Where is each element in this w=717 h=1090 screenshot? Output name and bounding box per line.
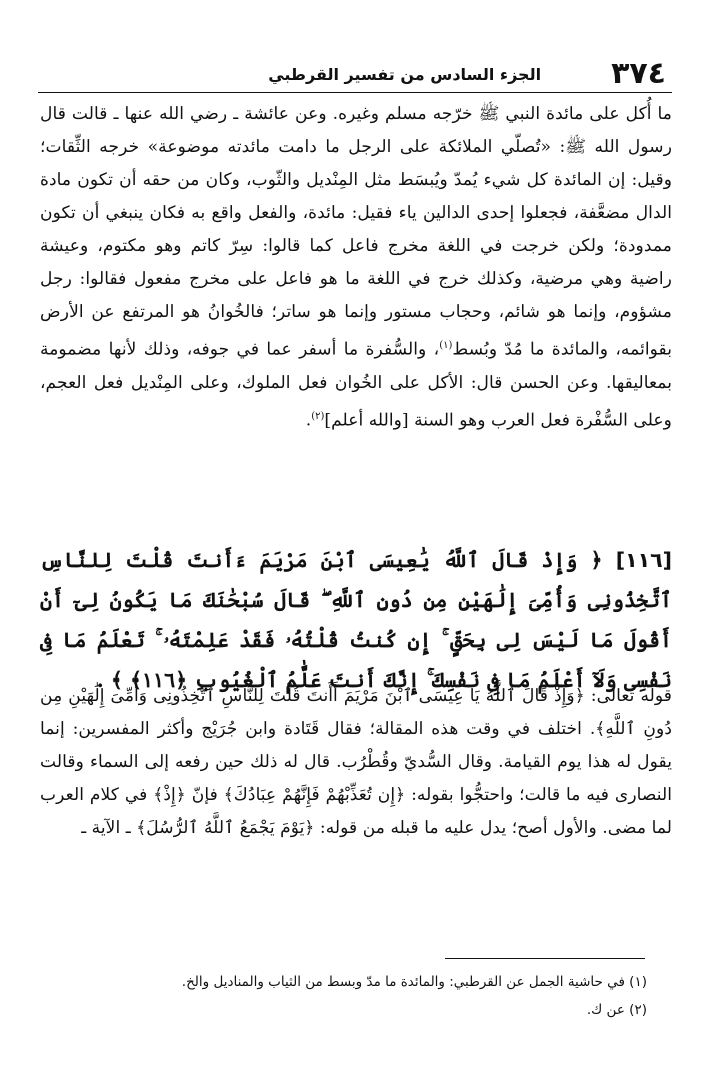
footnote-ref-1: (١) [439,340,453,351]
page-number: ٣٧٤ [611,56,666,91]
quran-verse [40,540,672,700]
verse-text: ﴿ وَإِذْ قَالَ ٱللَّهُ يَٰعِيسَى ٱبْنَ مَرْيَمَ ءَأَنتَ قُلْتَ لِلنَّاسِ ٱتَّخِذُونِى وَأُمِّىَ إِلَٰهَيْنِ مِن دُونِ ٱللَّهِ ۖ قَالَ سُبْحَٰنَكَ مَا يَكُونُ لِىٓ أَنْ أَقُولَ مَا لَيْسَ لِى بِحَقٍّ ۚ إِن كُنتُ قُلْتُهُۥ فَقَدْ عَلِمْتَهُۥ ۚ تَعْلَمُ مَا فِى نَفْسِى وَلَآ أَعْلَمُ مَا فِى نَفْسِكَ ۚ إِنَّكَ أَنتَ عَلَّٰمُ ٱلْغُيُوبِ ﴿١١٦﴾ ﴾ . [40,548,672,692]
footnote-1: (١) في حاشية الجمل عن القرطبي: والمائدة ما مدّ وبسط من الثياب والمناديل والخ. [181,974,647,990]
verse-number: [١١٦] [615,548,673,572]
commentary-paragraph [40,680,672,845]
footnotes [60,968,647,1024]
page-header [38,52,672,93]
commentary-text: قوله تعالى: ﴿وَإِذْ قَالَ ٱللَّهُ يَا عِيسَى ٱبْنَ مَرْيَمَ أَأَنتَ قُلْتَ لِلنَّاسِ ٱتَّخِذُونِى وَأُمِّىَ إِلَٰهَيْنِ مِن دُونِ ٱللَّهِ﴾. اختلف في وقت هذه المقالة؛ فقال قَتَادة وابن جُرَيْج وأكثر المفسرين: إنما يقول له هذا يوم القيامة. وقال السُّديّ وقُطْرُب. قال له ذلك حين رفعه إلى السماء وقالت النصارى فيه ما قالت؛ واحتجُّوا بقوله: ﴿إِن تُعَذِّبْهُمْ فَإِنَّهُمْ عِبَادُكَ﴾ فإنّ ﴿إِذْ﴾ في كلام العرب لما مضى. والأول أصح؛ يدل عليه ما قبله من قوله: ﴿يَوْمَ يَجْمَعُ ٱللَّهُ ٱلرُّسُلَ﴾ ـ الآية ـ [40,686,672,838]
paragraph-part-1: ما أُكل على مائدة النبي ﷺ خرّجه مسلم وغيره. وعن عائشة ـ رضي الله عنها ـ قالت قال رسول الله ﷺ: «تُصلّي الملائكة على الرجل ما دامت مائدته موضوعة» خرجه الثِّقات؛ وقيل: إن المائدة كل شيء يُمدّ ويُبسَط مثل المِنْديل والثّوب، وكان من حقه أن تكون مادة الدال مضعَّفة، فجعلوا إحدى الدالين ياء فقيل: مائدة، والفعل واقع به فكان ينبغي أن تكون ممدودة؛ ولكن خرجت في اللغة مخرج فاعل كما قالوا: سِرّ كاتم وهو مكتوم، وعيشة راضية وهي مرضية، وكذلك خرج في اللغة ما هو فاعل على مخرج مفعول فقالوا: رجل مشؤوم، وإنما هو شائم، وحجاب مستور وإنما هو ساتر؛ فالخُوانُ هو المرتفع عن الأرض بقوائمه، والمائدة ما مُدّ وبُسط [40,104,672,360]
footnote-divider [445,958,645,959]
footnote-ref-2: (٢) [311,410,325,422]
running-title: الجزء السادس من تفسير القرطبي [268,65,542,84]
paragraph-part-2: ، والسُّفرة ما أسفر عما في جوفه، وذلك لأنها مضمومة بمعاليقها. وعن الحسن قال: الأكل على الخُوان فعل الملوك، وعلى المِنْديل فعل العجم، وعلى السُّفْرة فعل العرب وهو السنة [والله أعلم] [40,339,672,431]
paragraph-text [40,98,672,437]
footnote-2: (٢) عن ك. [586,1002,647,1018]
paragraph-part-3: . [305,410,312,431]
opening-paragraph [40,98,672,437]
